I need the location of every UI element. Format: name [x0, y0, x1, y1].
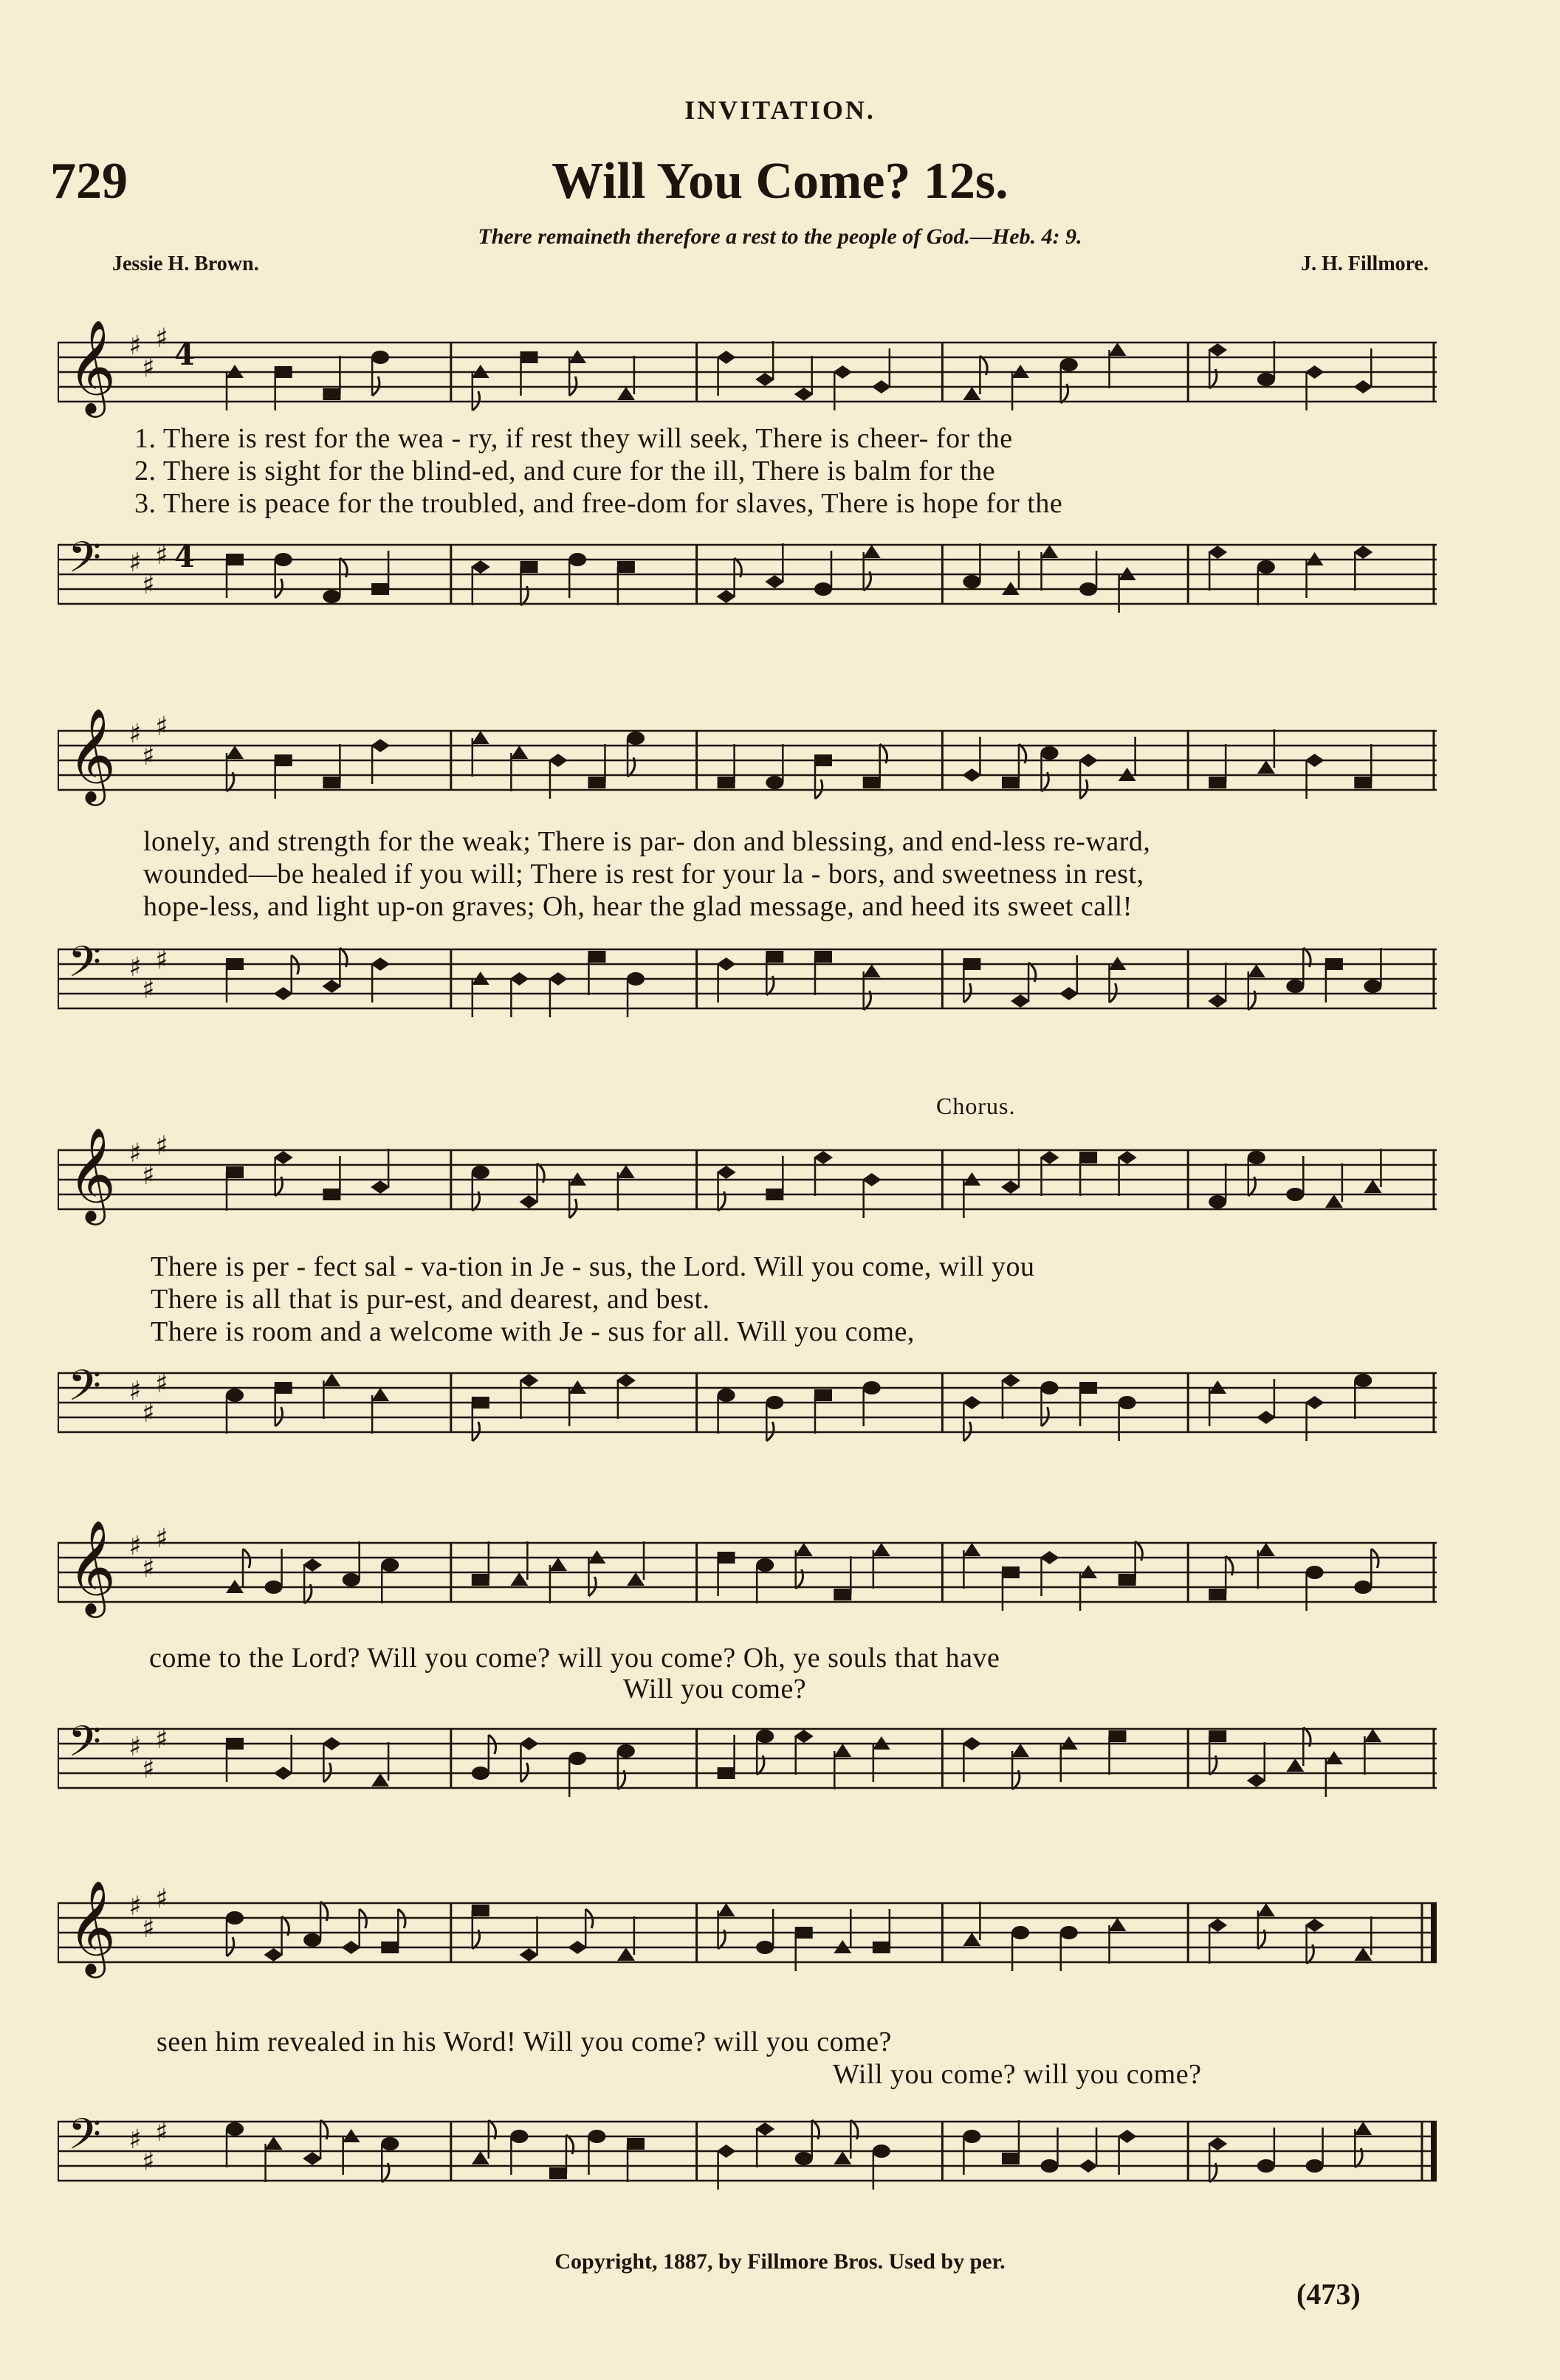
shape-note-fa	[472, 731, 489, 744]
shape-note-mi	[1079, 2159, 1098, 2173]
shape-note-la	[588, 951, 605, 963]
shape-note-la	[226, 958, 244, 970]
shape-note-sol	[795, 2152, 813, 2165]
shape-note-sol	[1354, 1374, 1372, 1387]
treble-staff-5	[58, 1874, 1437, 2006]
bass-clef-icon: 𝄢	[68, 937, 102, 997]
shape-note-fa	[1257, 1543, 1275, 1556]
shape-note-sol	[1306, 2159, 1324, 2173]
shape-note-mi	[322, 980, 341, 993]
shape-note-la	[1002, 777, 1020, 788]
lyric-line: 3. There is peace for the troubled, and free-dom for slaves, There is hope for the	[134, 488, 1063, 519]
music-system-1	[58, 295, 1437, 635]
shape-note-la	[275, 366, 292, 378]
shape-note-la	[520, 351, 538, 363]
shape-note-la	[323, 1189, 340, 1200]
sharp-icon: ♯	[128, 719, 142, 749]
shape-note-mi	[755, 2122, 774, 2136]
shape-note-sol	[568, 553, 586, 566]
shape-note-mi	[794, 1730, 814, 1743]
shape-note-fa	[795, 1543, 813, 1556]
shape-note-sol	[1041, 2159, 1059, 2173]
shape-note-sol	[1257, 560, 1275, 574]
shape-note-mi	[549, 754, 568, 767]
shape-note-mi	[1011, 994, 1030, 1008]
shape-note-mi	[520, 1374, 539, 1387]
section-heading: INVITATION.	[684, 95, 876, 125]
shape-note-fa	[863, 964, 881, 977]
shape-note-fa	[1286, 1758, 1304, 1772]
shape-note-fa	[863, 545, 881, 558]
shape-note-mi	[520, 1948, 539, 1961]
shape-note-fa	[1041, 545, 1059, 558]
shape-note-la	[1002, 1566, 1020, 1578]
shape-note-mi	[303, 1558, 322, 1572]
sharp-icon: ♯	[128, 952, 142, 983]
shape-note-mi	[1001, 1374, 1020, 1387]
shape-note-fa	[834, 1744, 851, 1757]
bass-staff-2	[58, 920, 1437, 1053]
shape-note-mi	[1040, 1551, 1059, 1564]
shape-note-la	[863, 777, 881, 788]
shape-note-sol	[1257, 373, 1275, 386]
shape-note-mi	[1208, 546, 1227, 559]
sharp-icon: ♯	[155, 1724, 168, 1755]
sharp-icon: ♯	[128, 548, 142, 578]
shape-note-mi	[1208, 2137, 1227, 2150]
shape-note-fa	[1248, 964, 1265, 977]
shape-note-sol	[963, 575, 980, 588]
shape-note-la	[1109, 1730, 1127, 1742]
time-signature-icon: 4	[174, 337, 195, 372]
composer-credit: J. H. Fillmore.	[1301, 252, 1429, 275]
shape-note-sol	[1257, 2159, 1275, 2173]
sharp-icon: ♯	[155, 540, 168, 571]
shape-note-mi	[1118, 1151, 1137, 1164]
shape-note-la	[834, 1589, 851, 1600]
shape-note-fa	[1354, 1947, 1372, 1961]
treble-staff-3	[58, 1121, 1437, 1253]
shape-note-la	[1119, 1574, 1136, 1586]
shape-note-sol	[718, 1389, 735, 1402]
shape-note-sol	[1041, 1381, 1059, 1394]
shape-note-la	[1354, 777, 1372, 788]
shape-note-sol	[1248, 1151, 1265, 1164]
bass-clef-icon: 𝄢	[68, 532, 102, 593]
shape-note-fa	[1257, 1903, 1275, 1916]
shape-note-la	[226, 554, 244, 565]
shape-note-mi	[274, 1767, 293, 1780]
shape-note-fa	[1325, 1194, 1343, 1208]
shape-note-fa	[617, 387, 635, 400]
shape-note-mi	[1118, 2130, 1137, 2143]
lyric-line: There is room and a welcome with Je - sus for all. Will you come,	[151, 1316, 915, 1347]
shape-note-mi	[1257, 1411, 1276, 1424]
sharp-icon: ♯	[155, 1884, 168, 1914]
sharp-icon: ♯	[155, 1524, 168, 1554]
shape-note-fa	[226, 746, 244, 759]
shape-note-fa	[718, 1903, 735, 1916]
shape-note-la	[718, 1552, 735, 1564]
shape-note-la	[617, 561, 635, 573]
shape-note-sol	[627, 972, 645, 986]
shape-note-mi	[520, 1737, 539, 1750]
shape-note-mi	[371, 739, 390, 752]
shape-note-sol	[1119, 1396, 1136, 1409]
shape-note-la	[1079, 1382, 1097, 1394]
shape-note-mi	[303, 2152, 322, 2165]
bass-staff-3	[58, 1344, 1437, 1476]
shape-note-mi	[1353, 380, 1372, 393]
bass-clef-icon: 𝄢	[68, 2109, 102, 2170]
shape-note-mi	[371, 957, 390, 971]
time-signature-icon: 4	[174, 540, 195, 574]
shape-note-fa	[1364, 1729, 1381, 1742]
shape-note-sol	[814, 582, 832, 596]
sharp-icon: ♯	[142, 2147, 155, 2177]
shape-note-fa	[371, 1388, 389, 1401]
shape-note-sol	[1306, 1566, 1324, 1579]
sharp-icon: ♯	[128, 1376, 142, 1406]
shape-note-mi	[765, 575, 784, 588]
shape-note-fa	[963, 1543, 980, 1556]
shape-note-mi	[717, 2145, 736, 2158]
shape-note-mi	[814, 1151, 833, 1164]
shape-note-fa	[963, 1933, 980, 1946]
treble-clef-icon: 𝄞	[68, 1127, 117, 1221]
bass-clef-icon: 𝄢	[68, 1361, 102, 1421]
shape-note-sol	[1364, 980, 1381, 993]
lyric-line: lonely, and strength for the weak; There is par- don and blessing, and end-less re-ward,	[143, 826, 1151, 857]
sharp-icon: ♯	[142, 353, 155, 383]
shape-note-la	[873, 1942, 890, 1953]
shape-note-la	[323, 388, 340, 400]
shape-note-la	[472, 1397, 489, 1409]
shape-note-sol	[381, 2137, 399, 2150]
lyricist-credit: Jessie H. Brown.	[112, 252, 259, 275]
shape-note-mi	[1353, 546, 1372, 559]
shape-note-fa	[265, 2136, 283, 2150]
shape-note-mi	[264, 1948, 284, 1961]
shape-note-mi	[962, 1737, 981, 1750]
shape-note-la	[588, 777, 605, 788]
shape-note-mi	[1305, 1396, 1324, 1409]
treble-clef-icon: 𝄞	[68, 707, 117, 802]
shape-note-fa	[510, 1572, 528, 1586]
shape-note-sol	[756, 1941, 774, 1954]
shape-note-fa	[1257, 760, 1275, 774]
lyric-line: There is all that is pur-est, and dearest, and best.	[151, 1284, 710, 1315]
shape-note-la	[718, 1767, 735, 1779]
shape-note-la	[275, 754, 292, 766]
shape-note-mi	[1208, 343, 1227, 357]
shape-note-fa	[1109, 343, 1127, 356]
bass-clef-icon: 𝄢	[68, 1716, 102, 1777]
bass-staff-5	[58, 2092, 1437, 2225]
shape-note-la	[627, 2138, 645, 2150]
shape-note-mi	[568, 1941, 587, 1954]
shape-note-sol	[226, 1911, 244, 1925]
lyric-line: There is per - fect sal - va-tion in Je - sus, the Lord. Will you come, will you	[151, 1251, 1035, 1282]
shape-note-sol	[1060, 358, 1078, 371]
shape-note-sol	[226, 1389, 244, 1402]
hymn-title: Will You Come? 12s.	[552, 153, 1008, 210]
shape-note-fa	[963, 387, 980, 400]
lyric-line: Will you come? will you come?	[833, 2059, 1202, 2090]
shape-note-fa	[834, 2151, 851, 2164]
shape-note-sol	[1209, 1195, 1226, 1208]
shape-note-mi	[755, 373, 774, 386]
shape-note-mi	[717, 957, 736, 971]
bass-staff-4	[58, 1699, 1437, 1832]
shape-note-mi	[549, 972, 568, 986]
shape-note-fa	[617, 1947, 635, 1961]
shape-note-fa	[1109, 1918, 1127, 1931]
lyric-line: 1. There is rest for the wea - ry, if rest they will seek, There is cheer- for the	[134, 423, 1013, 454]
shape-note-fa	[1354, 2122, 1372, 2135]
shape-note-sol	[1041, 746, 1059, 760]
shape-note-la	[814, 1389, 832, 1401]
shape-note-sol	[588, 2130, 605, 2143]
treble-clef-icon: 𝄞	[68, 1519, 117, 1614]
shape-note-sol	[371, 351, 389, 364]
sharp-icon: ♯	[128, 1891, 142, 1922]
shape-note-mi	[1247, 1774, 1266, 1787]
shape-note-la	[1325, 958, 1343, 970]
shape-note-sol	[226, 2122, 244, 2136]
shape-note-mi	[872, 380, 891, 393]
shape-note-mi	[520, 1195, 539, 1208]
shape-note-fa	[549, 1558, 567, 1571]
scripture-epigraph: There remaineth therefore a rest to the people of God.—Heb. 4: 9.	[478, 224, 1082, 249]
shape-note-fa	[472, 2151, 489, 2164]
shape-note-fa	[1364, 1180, 1381, 1193]
music-system-2	[58, 687, 1437, 1056]
shape-note-mi	[962, 768, 981, 782]
shape-note-mi	[862, 1173, 882, 1186]
shape-note-la	[766, 951, 783, 963]
shape-note-la	[472, 1574, 489, 1586]
shape-note-mi	[1040, 1151, 1059, 1164]
shape-note-sol	[275, 553, 292, 566]
sharp-icon: ♯	[128, 1138, 142, 1169]
sharp-icon: ♯	[155, 945, 168, 975]
shape-note-mi	[1208, 1919, 1227, 1932]
sharp-icon: ♯	[142, 1160, 155, 1191]
shape-note-sol	[1060, 1926, 1078, 1939]
sharp-icon: ♯	[128, 1531, 142, 1561]
music-system-3	[58, 1093, 1437, 1476]
lyric-line: Will you come?	[623, 1674, 807, 1705]
shape-note-sol	[472, 1166, 489, 1179]
shape-note-mi	[1059, 987, 1079, 1000]
shape-note-fa	[371, 1773, 389, 1786]
shape-note-la	[1209, 1730, 1226, 1742]
shape-note-sol	[1011, 1926, 1029, 1939]
sharp-icon: ♯	[142, 974, 155, 1005]
shape-note-la	[472, 1905, 489, 1916]
shape-note-sol	[766, 776, 783, 789]
shape-note-sol	[627, 732, 645, 745]
shape-note-la	[814, 754, 832, 766]
shape-note-la	[371, 583, 389, 595]
shape-note-mi	[1305, 1919, 1324, 1932]
sharp-icon: ♯	[142, 1553, 155, 1583]
shape-note-sol	[1286, 980, 1304, 993]
shape-note-la	[963, 958, 980, 970]
lyric-line: come to the Lord? Will you come? will you come? Oh, ye souls that have	[149, 1643, 1000, 1674]
shape-note-fa	[1011, 1744, 1029, 1757]
shape-note-sol	[472, 1767, 489, 1780]
shape-note-la	[1002, 2153, 1020, 2164]
shape-note-sol	[1286, 1188, 1304, 1201]
shape-note-mi	[616, 1374, 636, 1387]
shape-note-fa	[510, 746, 528, 759]
shape-note-mi	[717, 590, 736, 603]
shape-note-mi	[1305, 754, 1324, 767]
sharp-icon: ♯	[142, 1913, 155, 1944]
lyric-line: wounded—be healed if you will; There is rest for your la - bors, and sweetness in rest,	[143, 859, 1144, 890]
shape-note-sol	[617, 1744, 635, 1758]
sharp-icon: ♯	[155, 2117, 168, 2147]
sharp-icon: ♯	[155, 323, 168, 354]
sharp-icon: ♯	[142, 570, 155, 600]
shape-note-sol	[756, 1558, 774, 1572]
shape-note-sol	[1354, 1581, 1372, 1594]
music-system-5	[58, 1860, 1437, 2229]
shape-note-sol	[963, 2130, 980, 2143]
shape-note-la	[381, 1942, 399, 1953]
shape-note-sol	[863, 1381, 881, 1394]
shape-note-fa	[617, 1165, 635, 1178]
lyric-line: 2. There is sight for the blind-ed, and cure for the ill, There is balm for the	[134, 455, 996, 486]
shape-note-mi	[1208, 994, 1227, 1008]
shape-note-la	[766, 1189, 783, 1200]
treble-clef-icon: 𝄞	[68, 319, 117, 413]
lyric-line: hope-less, and light up-on graves; Oh, hear the glad message, and heed its sweet call!	[143, 891, 1133, 922]
shape-note-sol	[323, 590, 340, 603]
shape-note-sol	[381, 1558, 399, 1572]
sharp-icon: ♯	[155, 712, 168, 742]
shape-note-mi	[509, 972, 529, 986]
lyric-line: seen him revealed in his Word! Will you come? will you come?	[157, 2026, 892, 2057]
shape-note-sol	[873, 2145, 890, 2158]
shape-note-la	[323, 777, 340, 788]
shape-note-sol	[766, 1396, 783, 1409]
shape-note-mi	[1079, 754, 1098, 767]
shape-note-mi	[962, 1396, 981, 1409]
shape-note-la	[1079, 1152, 1097, 1163]
shape-note-la	[226, 1166, 244, 1178]
treble-staff-2	[58, 701, 1437, 834]
shape-note-la	[549, 2167, 567, 2179]
shape-note-la	[1209, 1589, 1226, 1600]
shape-note-la	[718, 777, 735, 788]
shape-note-mi	[274, 987, 293, 1000]
treble-clef-icon: 𝄞	[68, 1879, 117, 1974]
shape-note-sol	[510, 2130, 528, 2143]
sharp-icon: ♯	[128, 1732, 142, 1762]
sharp-icon: ♯	[155, 1369, 168, 1399]
shape-note-fa	[323, 1373, 340, 1386]
hymn-number: 729	[50, 153, 128, 210]
sharp-icon: ♯	[142, 1398, 155, 1428]
page-number: (473)	[1296, 2277, 1361, 2311]
shape-note-sol	[265, 1581, 283, 1594]
copyright-notice: Copyright, 1887, by Fillmore Bros. Used by per.	[554, 2249, 1006, 2274]
sharp-icon: ♯	[142, 741, 155, 771]
shape-note-la	[226, 1738, 244, 1750]
shape-note-la	[520, 561, 538, 573]
shape-note-la	[795, 1927, 813, 1939]
sharp-icon: ♯	[128, 331, 142, 361]
sharp-icon: ♯	[155, 1131, 168, 1161]
sharp-icon: ♯	[142, 1754, 155, 1784]
shape-note-mi	[1305, 365, 1324, 379]
chorus-label: Chorus.	[936, 1093, 1016, 1119]
shape-note-sol	[756, 1730, 774, 1743]
shape-note-sol	[1079, 582, 1097, 596]
shape-note-fa	[627, 1572, 645, 1586]
shape-note-mi	[717, 351, 736, 364]
shape-note-la	[1209, 777, 1226, 788]
bass-staff-1	[58, 515, 1437, 648]
shape-note-mi	[274, 1151, 293, 1164]
shape-note-la	[275, 1382, 292, 1394]
sharp-icon: ♯	[128, 2125, 142, 2155]
shape-note-mi	[833, 365, 852, 379]
shape-note-mi	[794, 388, 814, 401]
shape-note-la	[814, 951, 832, 963]
shape-note-sol	[303, 1933, 321, 1947]
shape-note-mi	[371, 1180, 390, 1194]
music-system-4	[58, 1499, 1437, 1846]
shape-note-fa	[873, 1543, 890, 1556]
treble-staff-4	[58, 1513, 1437, 1646]
shape-note-sol	[343, 1573, 360, 1586]
shape-note-mi	[342, 1941, 361, 1954]
shape-note-mi	[322, 1737, 341, 1750]
shape-note-sol	[568, 1752, 586, 1765]
shape-note-mi	[1001, 1180, 1020, 1194]
shape-note-mi	[717, 1166, 736, 1179]
shape-note-mi	[471, 560, 490, 574]
